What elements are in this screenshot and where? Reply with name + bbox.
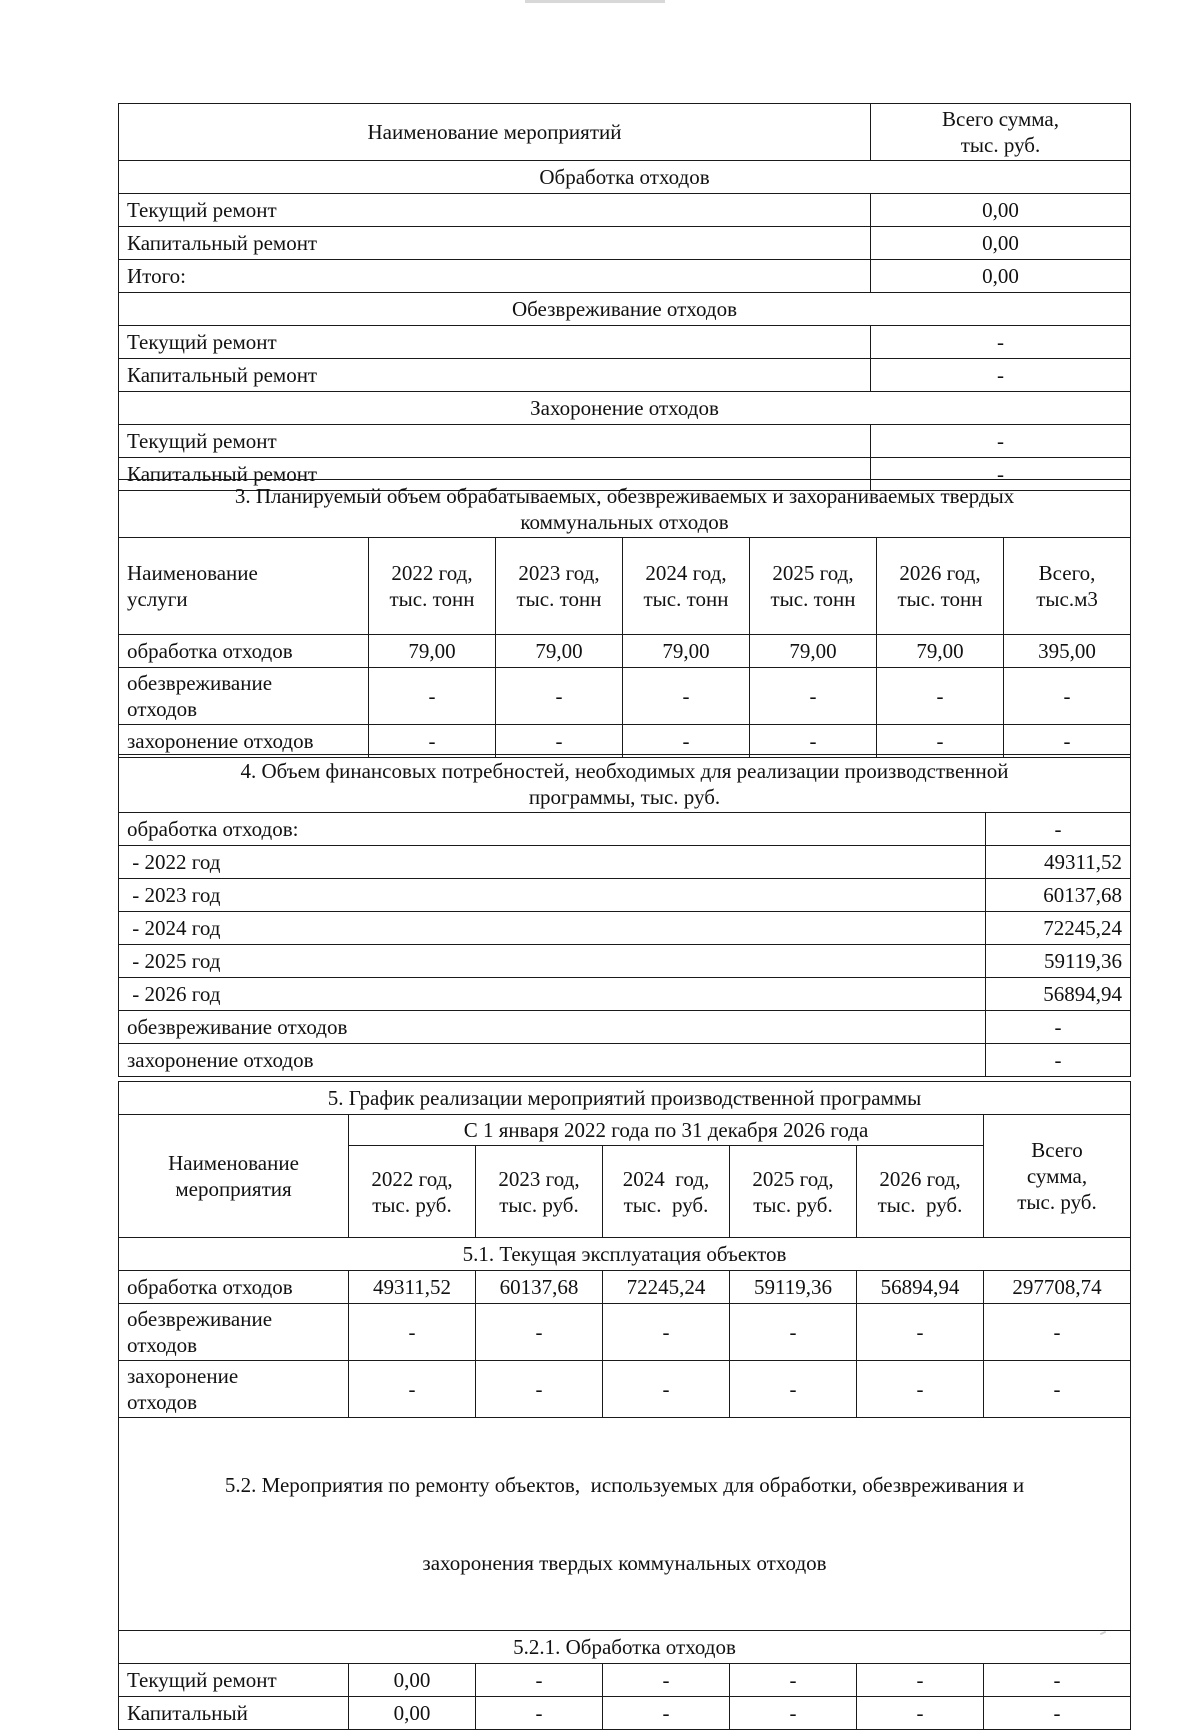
col-header-name: Наименование мероприятий: [119, 104, 871, 161]
cell-value: 59119,36: [730, 1271, 857, 1304]
cell-value: -: [750, 725, 877, 758]
financial-needs-table: [118, 754, 1131, 1077]
row-value: 56894,94: [986, 978, 1131, 1011]
row-value: 60137,68: [986, 879, 1131, 912]
cell-value: -: [730, 1664, 857, 1697]
cell-value: -: [603, 1304, 730, 1361]
col-header-year: 2025 год, тыс. тонн: [750, 538, 877, 635]
col-header-year: 2023 год, тыс. руб.: [476, 1146, 603, 1238]
cell-value: -: [857, 1361, 984, 1418]
row-label: Текущий ремонт: [119, 425, 871, 458]
col-header-year: 2026 год, тыс. тонн: [877, 538, 1004, 635]
cell-value: 56894,94: [857, 1271, 984, 1304]
row-value: 0,00: [871, 194, 1131, 227]
col-header-total: Всего сумма, тыс. руб.: [984, 1115, 1131, 1238]
cell-value: 79,00: [877, 635, 1004, 668]
cell-value: -: [603, 1361, 730, 1418]
cell-value: -: [1004, 725, 1131, 758]
row-value: -: [986, 1011, 1131, 1044]
planned-volume-table: [118, 479, 1131, 758]
cell-value: -: [857, 1664, 984, 1697]
cell-value: -: [877, 725, 1004, 758]
cell-value: 79,00: [369, 635, 496, 668]
section-title: Захоронение отходов: [119, 392, 1131, 425]
scan-mark: [525, 0, 665, 3]
cell-value: -: [730, 1697, 857, 1730]
col-header-total: Всего, тыс.м3: [1004, 538, 1131, 635]
repair-costs-table: [118, 103, 1131, 491]
cell-value: -: [476, 1361, 603, 1418]
cell-value: -: [730, 1304, 857, 1361]
cell-value: -: [476, 1304, 603, 1361]
cell-value: 297708,74: [984, 1271, 1131, 1304]
col-header-year: 2022 год, тыс. руб.: [349, 1146, 476, 1238]
cell-value: 79,00: [496, 635, 623, 668]
section-title: Обезвреживание отходов: [119, 293, 1131, 326]
row-value: -: [871, 326, 1131, 359]
cell-value: -: [603, 1664, 730, 1697]
cell-value: -: [476, 1664, 603, 1697]
cell-value: -: [877, 668, 1004, 725]
row-label: Текущий ремонт: [119, 194, 871, 227]
row-label: Итого:: [119, 260, 871, 293]
cell-value: 0,00: [349, 1664, 476, 1697]
row-label: - 2026 год: [119, 978, 986, 1011]
cell-value: 49311,52: [349, 1271, 476, 1304]
row-label: обезвреживание отходов: [119, 1011, 986, 1044]
cell-value: -: [476, 1697, 603, 1730]
col-header-year: 2025 год, тыс. руб.: [730, 1146, 857, 1238]
cell-value: 60137,68: [476, 1271, 603, 1304]
cell-value: -: [857, 1304, 984, 1361]
cell-value: -: [623, 668, 750, 725]
cell-value: -: [984, 1697, 1131, 1730]
cell-value: -: [496, 668, 623, 725]
row-label: - 2024 год: [119, 912, 986, 945]
row-value: -: [871, 458, 1131, 491]
cell-value: 79,00: [623, 635, 750, 668]
cell-value: -: [369, 668, 496, 725]
row-label: Текущий ремонт: [119, 1664, 349, 1697]
row-value: 59119,36: [986, 945, 1131, 978]
cell-value: -: [984, 1304, 1131, 1361]
section-heading: 5. График реализации мероприятий производственной программы: [119, 1082, 1131, 1115]
row-value: -: [871, 359, 1131, 392]
col-header-service: Наименование услуги: [119, 538, 369, 635]
col-header-year: 2024 год, тыс. тонн: [623, 538, 750, 635]
col-header-year: 2022 год, тыс. тонн: [369, 538, 496, 635]
section-heading: 4. Объем финансовых потребностей, необходимых для реализации производственной программы, тыс. руб.: [119, 755, 1131, 813]
col-header-year: 2023 год, тыс. тонн: [496, 538, 623, 635]
cell-value: -: [984, 1664, 1131, 1697]
row-label: Текущий ремонт: [119, 326, 871, 359]
row-label: захоронение отходов: [119, 1361, 349, 1418]
cell-value: 0,00: [349, 1697, 476, 1730]
row-label: обезвреживание отходов: [119, 1304, 349, 1361]
row-label: обработка отходов:: [119, 813, 986, 846]
row-value: -: [871, 425, 1131, 458]
cell-value: -: [349, 1304, 476, 1361]
row-label: Капитальный ремонт: [119, 458, 871, 491]
row-label: захоронение отходов: [119, 725, 369, 758]
cell-value: -: [750, 668, 877, 725]
row-label: Капитальный ремонт: [119, 359, 871, 392]
cell-value: -: [857, 1697, 984, 1730]
row-value: 49311,52: [986, 846, 1131, 879]
row-label: обработка отходов: [119, 635, 369, 668]
period-header: С 1 января 2022 года по 31 декабря 2026 года: [349, 1115, 984, 1146]
row-label: Капитальный ремонт: [119, 227, 871, 260]
subsection-title: 5.2. Мероприятия по ремонту объектов, используемых для обработки, обезвреживания и захоронения твердых коммунальных отходов: [119, 1418, 1131, 1631]
row-value: -: [986, 1044, 1131, 1077]
row-value: -: [986, 813, 1131, 846]
col-header-activity: Наименование мероприятия: [119, 1115, 349, 1238]
col-header-sum: Всего сумма, тыс. руб.: [871, 104, 1131, 161]
cell-value: 79,00: [750, 635, 877, 668]
row-label: обработка отходов: [119, 1271, 349, 1304]
schedule-table: [118, 1081, 1131, 1730]
row-label: захоронение отходов: [119, 1044, 986, 1077]
section-heading: 3. Планируемый объем обрабатываемых, обезвреживаемых и захораниваемых твердых коммунальных отходов: [119, 480, 1131, 538]
row-label: - 2022 год: [119, 846, 986, 879]
subsection-title: 5.2.1. Обработка отходов: [119, 1631, 1131, 1664]
section-title: Обработка отходов: [119, 161, 1131, 194]
row-value: 0,00: [871, 227, 1131, 260]
row-label: обезвреживание отходов: [119, 668, 369, 725]
cell-value: 395,00: [1004, 635, 1131, 668]
col-header-year: 2024 год, тыс. руб.: [603, 1146, 730, 1238]
cell-value: -: [730, 1361, 857, 1418]
cell-value: -: [349, 1361, 476, 1418]
cell-value: -: [369, 725, 496, 758]
row-label: Капитальный: [119, 1697, 349, 1730]
row-value: 72245,24: [986, 912, 1131, 945]
col-header-year: 2026 год, тыс. руб.: [857, 1146, 984, 1238]
subsection-title: 5.1. Текущая эксплуатация объектов: [119, 1238, 1131, 1271]
row-label: - 2025 год: [119, 945, 986, 978]
cell-value: -: [603, 1697, 730, 1730]
row-label: - 2023 год: [119, 879, 986, 912]
cell-value: 72245,24: [603, 1271, 730, 1304]
cell-value: -: [623, 725, 750, 758]
cell-value: -: [496, 725, 623, 758]
cell-value: -: [984, 1361, 1131, 1418]
cell-value: -: [1004, 668, 1131, 725]
row-value: 0,00: [871, 260, 1131, 293]
